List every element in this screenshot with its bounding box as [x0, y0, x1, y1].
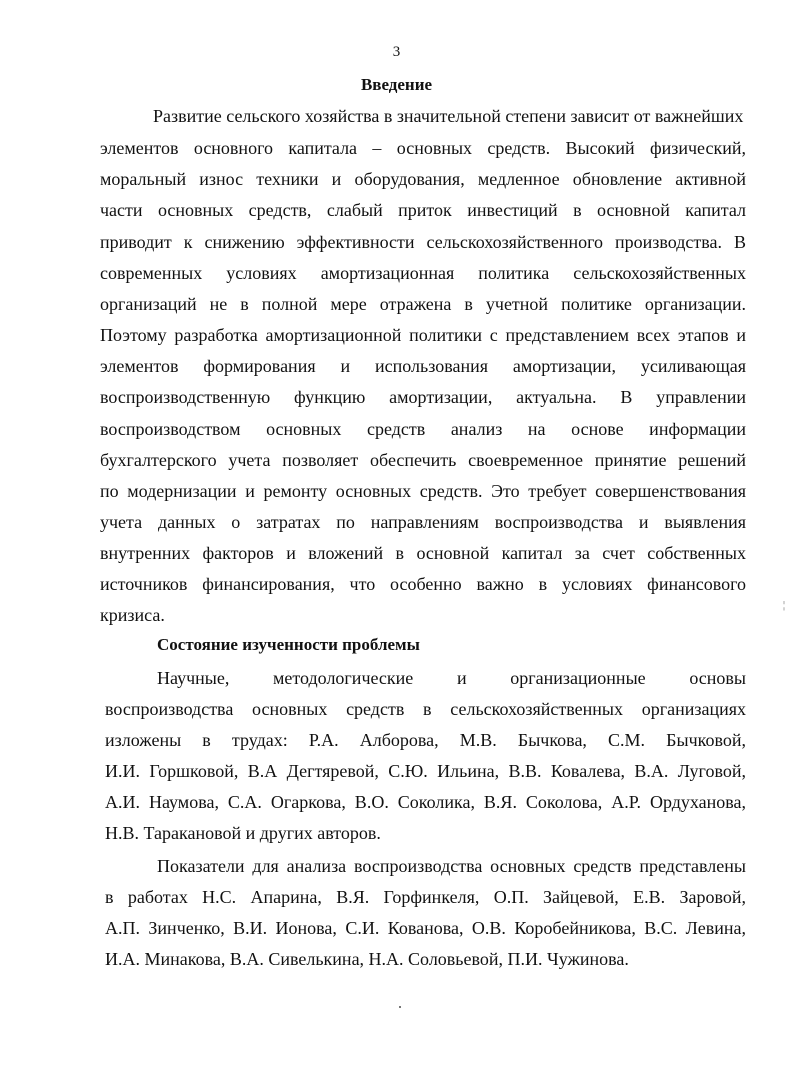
text-line: внутренних факторов и вложений в основной капитал за счет собственных — [100, 543, 746, 563]
text-line: изложены в трудах: Р.А. Алборова, М.В. Бычкова, С.М. Бычковой, — [105, 730, 746, 750]
text-line: элементов формирования и использования амортизации, усиливающая — [100, 356, 746, 376]
text-line: воспроизводства основных средств в сельскохозяйственных организациях — [105, 699, 746, 719]
text-line: А.П. Зинченко, В.И. Ионова, С.И. Кованова, О.В. Коробейникова, В.С. Левина, — [105, 918, 746, 938]
text-line: кризиса. — [100, 605, 165, 625]
text-line: И.А. Минакова, В.А. Сивелькина, Н.А. Соловьевой, П.И. Чужинова. — [105, 949, 629, 969]
text-line: Поэтому разработка амортизационной политики с представлением всех этапов и — [100, 325, 746, 345]
text-line: моральный износ техники и оборудования, медленное обновление активной — [100, 169, 746, 189]
text-line: в работах Н.С. Апарина, В.Я. Горфинкеля, О.П. Зайцевой, Е.В. Заровой, — [105, 887, 746, 907]
text-line: приводит к снижению эффективности сельскохозяйственного производства. В — [100, 232, 746, 252]
text-line: Развитие сельского хозяйства в значительной степени зависит от важнейших — [153, 106, 744, 126]
text-line: Научные, методологические и организационные основы — [157, 668, 746, 688]
text-line: организаций не в полной мере отражена в учетной политике организации. — [100, 294, 746, 314]
page-number: 3 — [392, 44, 401, 60]
text-line: воспроизводственную функцию амортизации, актуальна. В управлении — [100, 387, 746, 407]
text-line: бухгалтерского учета позволяет обеспечить своевременное принятие решений — [100, 450, 746, 470]
scan-artifact: ¦ — [783, 600, 786, 611]
text-line: А.И. Наумова, С.А. Огаркова, В.О. Соколика, В.Я. Соколова, А.Р. Ордуханова, — [105, 792, 746, 812]
text-line: И.И. Горшковой, В.А Дегтяревой, С.Ю. Ильина, В.В. Ковалева, В.А. Луговой, — [105, 761, 746, 781]
text-line: части основных средств, слабый приток инвестиций в основной капитал — [100, 200, 746, 220]
scan-dot — [399, 1006, 401, 1008]
text-line: учета данных о затратах по направлениям воспроизводства и выявления — [100, 512, 746, 532]
text-line: Показатели для анализа воспроизводства основных средств представлены — [157, 856, 746, 876]
text-line: по модернизации и ремонту основных средств. Это требует совершенствования — [100, 481, 746, 501]
state-heading: Состояние изученности проблемы — [157, 635, 420, 654]
text-line: Н.В. Таракановой и других авторов. — [105, 823, 381, 843]
intro-heading: Введение — [360, 75, 433, 94]
text-line: воспроизводством основных средств анализ на основе информации — [100, 419, 746, 439]
text-line: источников финансирования, что особенно важно в условиях финансового — [100, 574, 746, 594]
text-line: элементов основного капитала – основных средств. Высокий физический, — [100, 138, 746, 158]
text-line: современных условиях амортизационная политика сельскохозяйственных — [100, 263, 746, 283]
